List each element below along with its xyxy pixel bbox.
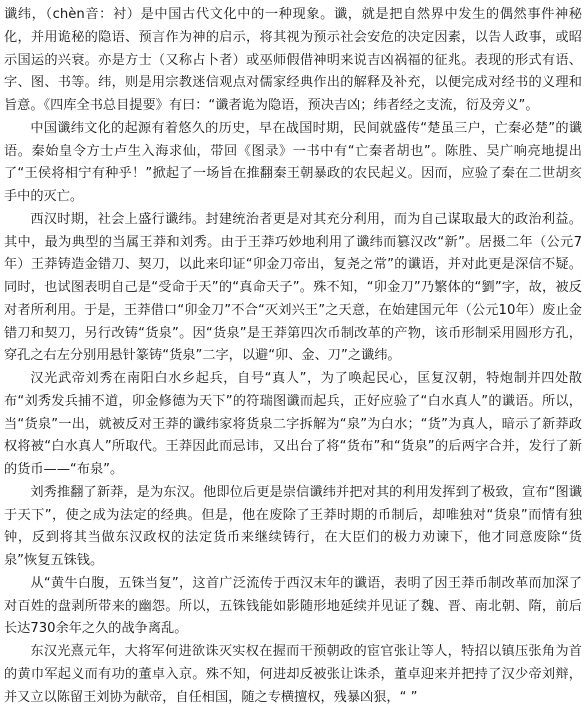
paragraph-origin: 中国谶纬文化的起源有着悠久的历史，早在战国时期，民间就盛传“楚虽三户，亡秦必楚”的谶语。秦始皇令方士卢生入海求仙，带回《图录》一书中有“亡秦者胡也”。陈胜、吴广响亮地提出了“王侯将相宁有种乎！”掀起了一场旨在推翻秦王朝暴政的农民起义。因而，应验了秦在二世胡亥手中的灭亡。 [4, 120, 582, 204]
paragraph-eastern-han: 刘秀推翻了新莽，是为东汉。他即位后更是崇信谶纬并把对其的利用发挥到了极致，宣布“图谶于天下”，使之成为法定的经典。但是，他在废除了王莽时期的币制后，却唯独对“货泉”而情有独钟，反到将其当做东汉政权的法定货币来继续铸行，在大臣们的极力劝谏下，他才同意废除“货泉”恢复五铢钱。 [4, 484, 582, 568]
article-body [4, 4, 582, 709]
paragraph-definition: 谶纬，（chèn音：衬）是中国古代文化中的一种现象。谶，就是把自然界中发生的偶然事件神秘化，并用诡秘的隐语、预言作为神的启示，将其视为预示社会安危的决定因素，以告人政事，或昭示国运的兴衰。亦是方士（又称占卜者）或巫师假借神明来说吉凶祸福的征兆。表现的形式有语、字、图、书等。纬，则是用宗教迷信观点对儒家经典作出的解释及补充，以便完成对经书的义理和旨意。《四库全书总目提要》有曰：“谶者诡为隐语，预决吉凶；纬者经之支流，衍及旁义”。 [4, 7, 582, 113]
paragraph-dong-zhuo: 东汉光熹元年，大将军何进欲诛灭实权在握而干预朝政的宦官张让等人，特招以镇压张角为首的黄巾军起义而有功的董卓入京。殊不知，何进却反被张让诛杀，董卓迎来并把持了汉少帝刘辩，并又立以陈留王刘协为献帝，自任相国，随之专横擅权，残暴凶狠，“ ” [4, 644, 582, 705]
paragraph-liu-xiu: 汉光武帝刘秀在南阳白水乡起兵，自号“真人”，为了唤起民心，匡复汉朝，特炮制并四处散布“刘秀发兵捕不道，卯金修德为天下”的符瑞图谶而起兵，正好应验了“白水真人”的谶语。所以，当“货泉”一出，就被反对王莽的谶纬家将货泉二字拆解为“泉”为白水；“货”为真人，暗示了新莽政权将被“白水真人”所取代。王莽因此而忌讳，又出台了将“货布”和“货泉”的后两字合并，发行了新的货币——“布泉”。 [4, 371, 582, 477]
paragraph-wuzhu: 从“黄牛白腹，五铢当复”，这首广泛流传于西汉末年的谶语，表明了因王莽币制改革而加深了对百姓的盘剥所带来的幽怨。所以，五铢钱能如影随形地延续并见证了魏、晋、南北朝、隋，前后长达730余年之久的战争离乱。 [4, 575, 582, 637]
paragraph-western-han: 西汉时期，社会上盛行谶纬。封建统治者更是对其充分利用，而为自己谋取最大的政治利益。其中，最为典型的当属王莽和刘秀。由于王莽巧妙地利用了谶纬而篡汉改“新”。居摄二年（公元7年）王莽铸造金错刀、契刀，以此来印证“卯金刀帝出，复尧之常”的谶语，并对此更是深信不疑。同时，也试图表明自己是“受命于天”的“真命天子”。殊不知，“卯金刀”乃繁体的“劉”字，故，被反对者所利用。于是，王莽借口“卯金刀”不合“灭刘兴王”之天意，在始建国元年（公元10年）废止金错刀和契刀，另行改铸“货泉”。因“货泉”是王莽第四次币制改革的产物，该币形制采用圆形方孔，穿孔之右左分别用悬针篆铸“货泉”二字，以避“卯、金、刀”之谶纬。 [4, 211, 582, 364]
